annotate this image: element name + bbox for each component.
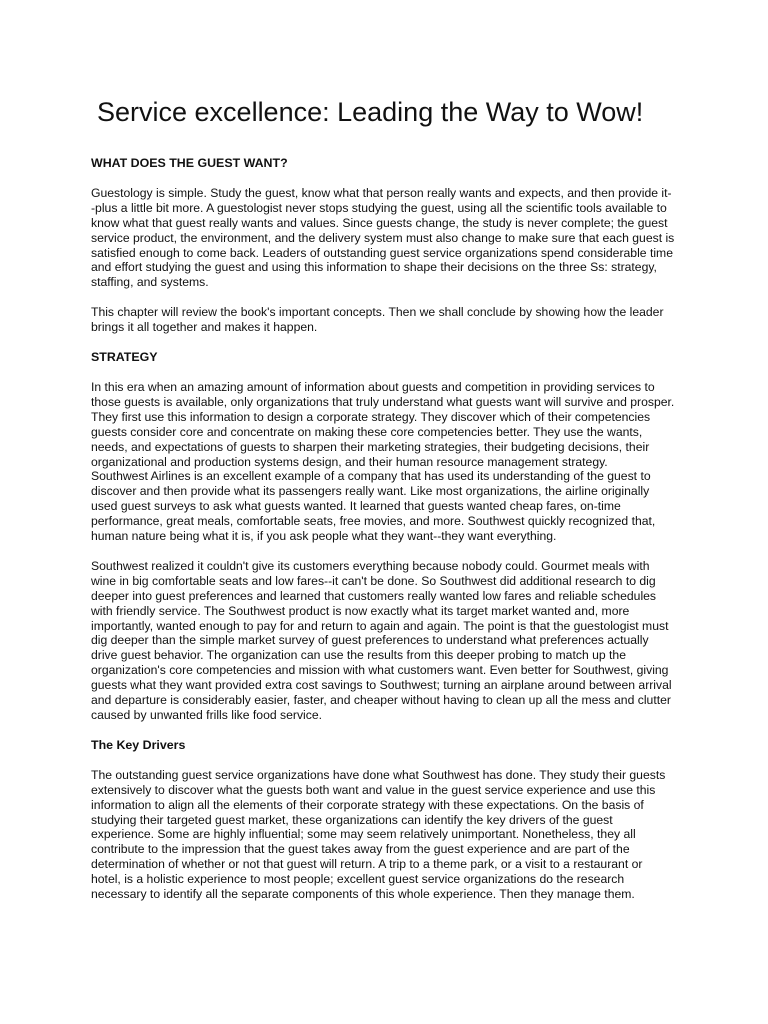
paragraph: In this era when an amazing amount of information about guests and competition in providing services to those guests is available, only organizations that truly understand what guests want will survive and prosper. They first use this information to design a corporate strategy. They discover which of their competencies guests consider core and concentrate on making these core competencies better. They use the wants, needs, and expectations of guests to sharpen their marketing strategies, their budgeting decisions, their organizational and production systems design, and their human resource management strategy. — [91, 379, 675, 469]
paragraph: This chapter will review the book's important concepts. Then we shall conclude by showing how the leader brings it all together and makes it happen. — [91, 305, 664, 335]
page-title: Service excellence: Leading the Way to Wow! — [97, 97, 644, 127]
section-heading-strategy: STRATEGY — [91, 350, 158, 365]
section-heading-key-drivers: The Key Drivers — [91, 737, 186, 752]
paragraph: Southwest realized it couldn't give its customers everything because nobody could. Gourmet meals with wine in big comfortable seats and low fares--it can't be done. So Southwest did additional research to dig deeper into guest preferences and learned that customers really wanted low fares and reliable schedules with friendly service. The Southwest product is now exactly what its target market wanted and, more importantly, wanted enough to pay for and return to again and again. The point is that the guestologist must dig deeper than the simple market survey of guest preferences to understand what preferences actually drive guest behavior. The organization can use the results from this deeper probing to match up the organization's core competencies and mission with what customers want. Even better for Southwest, giving guests what they want provided extra cost savings to Southwest; turning an airplane around between arrival and departure is considerably easier, faster, and cheaper without having to clean up all the mess and clutter caused by unwanted frills like food service. — [91, 558, 672, 722]
paragraph: Guestology is simple. Study the guest, know what that person really wants and expects, and then provide it--plus a little bit more. A guestologist never stops studying the guest, using all the scientific tools available to know what that guest really wants and values. Since guests change, the study is never complete; the guest service product, the environment, and the delivery system must also change to make sure that each guest is satisfied enough to come back. Leaders of outstanding guest service organizations spend considerable time and effort studying the guest and using this information to shape their decisions on the three Ss: strategy, staffing, and systems. — [91, 185, 675, 290]
paragraph: Southwest Airlines is an excellent example of a company that has used its understanding of the guest to discover and then provide what its passengers really want. Like most organizations, the airline originally used guest surveys to ask what guests wanted. It learned that guests wanted cheap fares, on-time performance, great meals, comfortable seats, free movies, and more. Southwest quickly recognized that, human nature being what it is, if you ask people what they want--they want everything. — [91, 469, 656, 544]
paragraph: The outstanding guest service organizations have done what Southwest has done. They study their guests extensively to discover what the guests both want and value in the guest service experience and use this information to align all the elements of their corporate strategy with these expectations. On the basis of studying their targeted guest market, these organizations can identify the key drivers of the guest experience. Some are highly influential; some may seem relatively unimportant. Nonetheless, they all contribute to the impression that the guest takes away from the guest experience and are part of the determination of whether or not that guest will return. A trip to a theme park, or a visit to a restaurant or hotel, is a holistic experience to most people; excellent guest service organizations do the research necessary to identify all the separate components of this whole experience. Then they manage them. — [91, 767, 666, 902]
section-heading-guest-want: WHAT DOES THE GUEST WANT? — [91, 156, 288, 170]
document-body — [91, 156, 675, 917]
